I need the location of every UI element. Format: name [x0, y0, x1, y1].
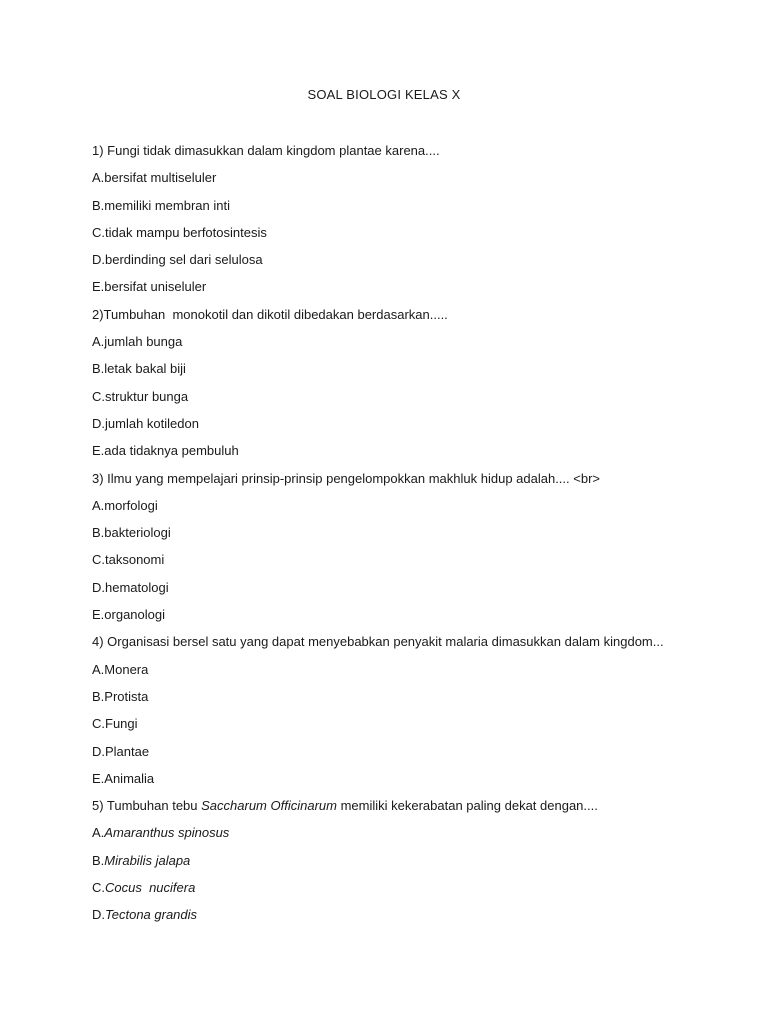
- option-letter: A.: [92, 825, 105, 841]
- q1-option-a: A.bersifat multiseluler: [92, 170, 217, 186]
- q2-option-c: C.struktur bunga: [92, 388, 189, 404]
- q1-option-e: E.bersifat uniseluler: [92, 279, 207, 295]
- q1-option-b: B.memiliki membran inti: [92, 197, 230, 213]
- q3-option-b: B.bakteriologi: [92, 525, 171, 541]
- option-letter: B.: [92, 852, 105, 868]
- q2-option-d: D.jumlah kotiledon: [92, 415, 199, 431]
- q1-option-d: D.berdinding sel dari selulosa: [92, 252, 263, 268]
- question-5-species: Saccharum Officinarum: [201, 798, 337, 814]
- q3-option-c: C.taksonomi: [92, 552, 165, 568]
- question-2: 2)Tumbuhan monokotil dan dikotil dibedakan berdasarkan.....: [92, 306, 448, 322]
- option-species: Mirabilis jalapa: [104, 852, 191, 868]
- q5-option-a: [92, 823, 712, 850]
- q3-option-a: A.morfologi: [92, 497, 158, 513]
- question-4: 4) Organisasi bersel satu yang dapat menyebabkan penyakit malaria dimasukkan dalam kingdom...: [92, 634, 664, 650]
- option-letter: D.: [92, 907, 105, 923]
- option-species: Amaranthus spinosus: [104, 825, 230, 841]
- question-5-text-pre: 5) Tumbuhan tebu: [92, 798, 202, 814]
- q4-option-e: E.Animalia: [92, 770, 155, 786]
- q3-option-d: D.hematologi: [92, 579, 169, 595]
- option-letter: C.: [92, 880, 105, 896]
- q4-option-a: A.Monera: [92, 661, 149, 677]
- q5-option-c: [92, 878, 712, 905]
- q4-option-b: B.Protista: [92, 688, 149, 704]
- q1-option-c: C.tidak mampu berfotosintesis: [92, 224, 267, 240]
- question-3: 3) Ilmu yang mempelajari prinsip-prinsip pengelompokkan makhluk hidup adalah.... <br>: [92, 470, 600, 486]
- q3-option-e: E.organologi: [92, 607, 165, 623]
- q2-option-e: E.ada tidaknya pembuluh: [92, 443, 239, 459]
- q2-option-b: B.letak bakal biji: [92, 361, 186, 377]
- q5-option-b: [92, 851, 712, 878]
- q5-option-d: [92, 905, 712, 932]
- question-5-text-post: memiliki kekerabatan paling dekat dengan....: [336, 798, 598, 814]
- q2-option-a: A.jumlah bunga: [92, 334, 183, 350]
- question-list: [92, 141, 712, 933]
- question-5: [92, 796, 712, 823]
- q4-option-c: C.Fungi: [92, 716, 138, 732]
- page-title: SOAL BIOLOGI KELAS X: [307, 87, 461, 102]
- question-1: 1) Fungi tidak dimasukkan dalam kingdom plantae karena....: [92, 143, 440, 158]
- option-species: Cocus nucifera: [105, 880, 196, 896]
- q4-option-d: D.Plantae: [92, 743, 150, 759]
- option-species: Tectona grandis: [105, 907, 198, 923]
